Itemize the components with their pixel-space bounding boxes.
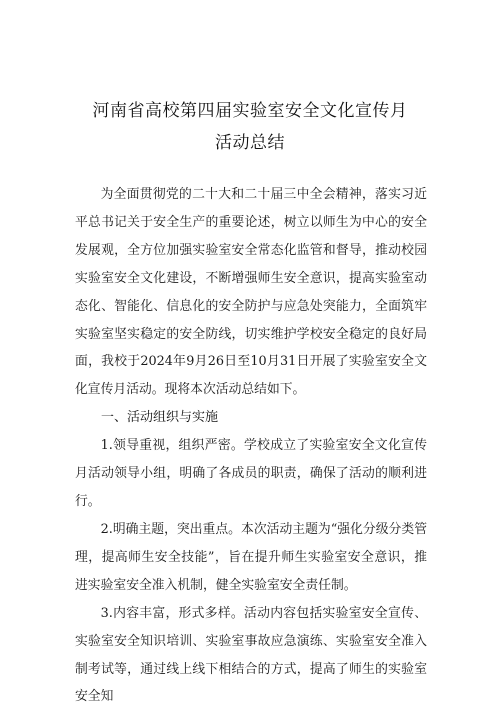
intro-paragraph: 为全面贯彻党的二十大和二十届三中全会精神，落实习近平总书记关于安全生产的重要论述，树立以师生为中心的安全发展观，全方位加强实验室安全常态化监管和督导，推动校园实验室安全文化建设，不断增强师生安全意识，提高实验室动态化、智能化、信息化的安全防护与应急处突能力，全面筑牢实验室坚实稳定的安全防线，切实维护学校安全稳定的良好局面，我校于2024年9月26日至10月31日开展了实验室安全文化宣传月活动。现将本次活动总结如下。 — [75, 187, 427, 398]
item-paragraph-3: 3.内容丰富，形式多样。活动内容包括实验室安全宣传、实验室安全知识培训、实验室事故应急演练、实验室安全准入制考试等，通过线上线下相结合的方式，提高了师生的实验室安全知 — [75, 605, 427, 705]
item-paragraph-1: 1.领导重视，组织严密。学校成立了实验室安全文化宣传月活动领导小组，明确了各成员的职责，确保了活动的顺利进行。 — [75, 438, 427, 510]
item-paragraph-2: 2.明确主题，突出重点。本次活动主题为“强化分级分类管理，提高师生安全技能”，旨在提升师生实验室安全意识，推进实验室安全准入机制，健全实验室安全责任制。 — [75, 521, 427, 593]
document-title-line1: 河南省高校第四届实验室安全文化宣传月 — [92, 101, 408, 121]
section-heading: 一、活动组织与实施 — [101, 410, 219, 426]
document-title-line2: 活动总结 — [215, 133, 285, 153]
document-body — [75, 181, 427, 711]
